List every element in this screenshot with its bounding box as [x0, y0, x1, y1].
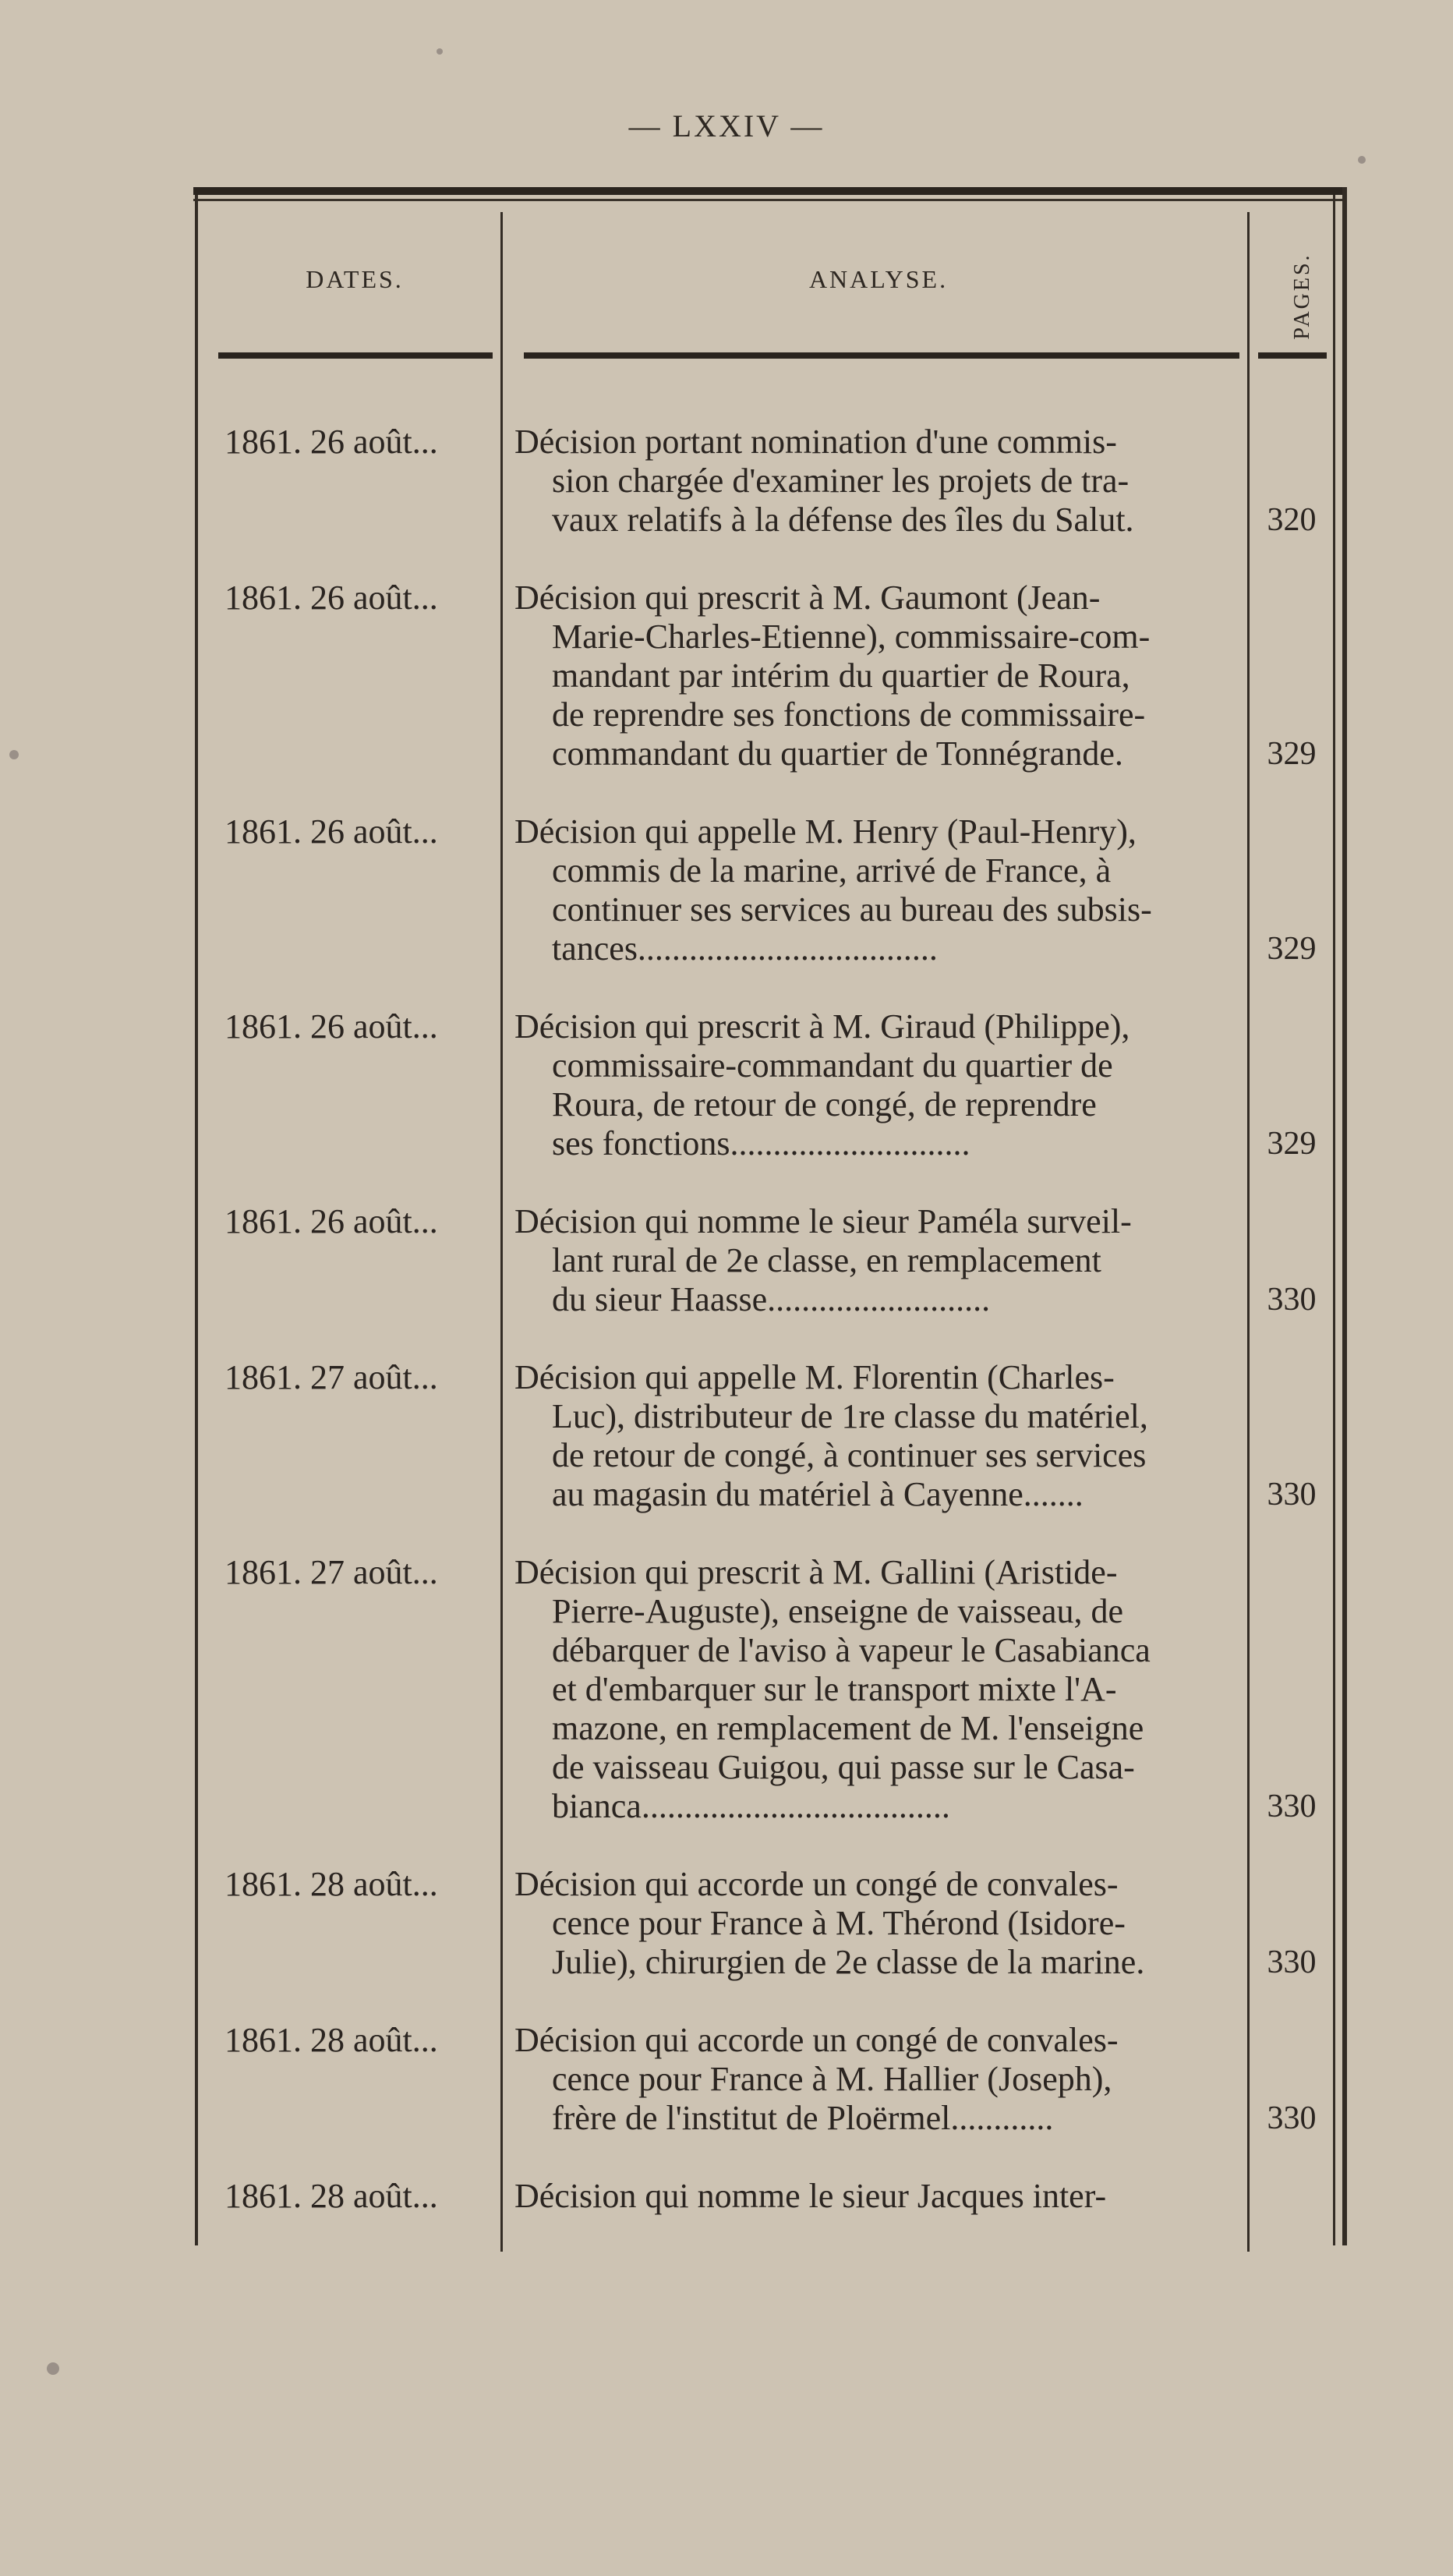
entry-analyse-line: Décision qui accorde un congé de convales- — [514, 2021, 1119, 2059]
entry-analyse-line: de retour de congé, à continuer ses services — [552, 1436, 1147, 1474]
entry-analyse-line: Décision qui appelle M. Florentin (Charles- — [514, 1358, 1115, 1396]
entry-analyse-line: cence pour France à M. Thérond (Isidore- — [552, 1904, 1126, 1942]
entry-analyse-line: et d'embarquer sur le transport mixte l'A- — [552, 1670, 1117, 1708]
entry-analyse — [514, 1358, 1247, 1514]
entry-page-number: 330 — [1267, 1944, 1317, 1980]
table-top-rule — [193, 187, 1347, 195]
entry-page-number: 320 — [1267, 502, 1317, 538]
column-header-dates: DATES. — [306, 265, 404, 293]
entry-analyse-line: de vaisseau Guigou, qui passe sur le Casa- — [552, 1748, 1135, 1786]
entry-date: 1861. 27 août... — [224, 1553, 438, 1591]
right-border-rule — [1342, 187, 1347, 2245]
entry-analyse-line: lant rural de 2e classe, en remplacement — [552, 1241, 1101, 1279]
entry-analyse — [514, 2177, 1247, 2216]
entry-analyse-line: ses fonctions............................ — [552, 1124, 970, 1162]
entry-analyse-line: commis de la marine, arrivé de France, à — [552, 851, 1112, 890]
entry-page-number: 330 — [1267, 2100, 1317, 2136]
entry-analyse-line: Décision qui nomme le sieur Jacques inter- — [514, 2177, 1107, 2215]
entry-analyse — [514, 1007, 1247, 1163]
analyse-header-underline — [524, 352, 1239, 359]
entry-analyse-line: débarquer de l'aviso à vapeur le Casabianca — [552, 1631, 1151, 1669]
entry-page-number: 329 — [1267, 1126, 1317, 1162]
entry-analyse-line: Marie-Charles-Etienne), commissaire-com- — [552, 617, 1151, 656]
entry-analyse-line: Julie), chirurgien de 2e classe de la marine. — [552, 1943, 1145, 1981]
entry-page-number: 329 — [1267, 736, 1317, 772]
entry-date: 1861. 27 août... — [224, 1358, 438, 1396]
entry-analyse-line: sion chargée d'examiner les projets de tra- — [552, 462, 1130, 500]
column-header-pages — [1277, 253, 1328, 340]
entry-analyse-line: commissaire-commandant du quartier de — [552, 1046, 1113, 1085]
entry-analyse-line: de reprendre ses fonctions de commissaire- — [552, 695, 1146, 734]
entry-analyse-line: Décision qui nomme le sieur Paméla surveil- — [514, 1202, 1132, 1240]
dates-column-rule — [500, 212, 503, 2252]
entry-analyse-line: Décision qui prescrit à M. Giraud (Philippe), — [514, 1007, 1130, 1046]
pages-column-rule-inner — [1333, 195, 1335, 2245]
entry-analyse-line: tances................................... — [552, 929, 938, 968]
paper-speck — [47, 2362, 59, 2375]
entry-analyse-line: vaux relatifs à la défense des îles du Salut. — [552, 501, 1134, 539]
entry-date: 1861. 26 août... — [224, 812, 438, 851]
entry-date: 1861. 26 août... — [224, 423, 438, 461]
entry-page-number: 330 — [1267, 1477, 1317, 1513]
entry-analyse — [514, 423, 1247, 540]
entry-date: 1861. 28 août... — [224, 2177, 438, 2215]
entry-date: 1861. 26 août... — [224, 1007, 438, 1046]
left-border-rule — [195, 195, 198, 2245]
paper-speck — [437, 48, 443, 55]
entry-analyse-line: continuer ses services au bureau des subsis- — [552, 890, 1152, 929]
entry-analyse — [514, 1865, 1247, 1982]
entry-analyse-line: au magasin du matériel à Cayenne....... — [552, 1475, 1084, 1513]
entry-analyse-line: bianca.................................... — [552, 1787, 950, 1825]
table-top-thin-rule — [193, 199, 1347, 201]
entry-analyse-line: Décision qui appelle M. Henry (Paul-Henry), — [514, 812, 1137, 851]
entry-analyse — [514, 812, 1247, 968]
entry-analyse-line: Décision qui prescrit à M. Gallini (Aristide- — [514, 1553, 1118, 1591]
entry-date: 1861. 28 août... — [224, 1865, 438, 1903]
entry-analyse-line: frère de l'institut de Ploërmel............ — [552, 2099, 1054, 2137]
entry-analyse-line: mandant par intérim du quartier de Roura, — [552, 656, 1130, 695]
entry-analyse-line: Pierre-Auguste), enseigne de vaisseau, de — [552, 1592, 1124, 1630]
entry-analyse — [514, 1553, 1247, 1826]
column-header-pages-label: PAGES. — [1290, 253, 1314, 340]
entry-analyse-line: Décision qui accorde un congé de convales- — [514, 1865, 1119, 1903]
entry-analyse-line: cence pour France à M. Hallier (Joseph), — [552, 2060, 1112, 2098]
dates-header-underline — [218, 352, 493, 359]
paper-speck — [9, 750, 19, 759]
analyse-column-rule — [1247, 212, 1250, 2252]
entry-date: 1861. 26 août... — [224, 579, 438, 617]
entry-analyse — [514, 1202, 1247, 1319]
entry-analyse-line: mazone, en remplacement de M. l'enseigne — [552, 1709, 1144, 1747]
page-header: — LXXIV — — [628, 108, 825, 143]
entry-analyse-line: Décision qui prescrit à M. Gaumont (Jean- — [514, 579, 1101, 617]
entry-analyse-line: commandant du quartier de Tonnégrande. — [552, 734, 1123, 773]
entry-analyse-line: Roura, de retour de congé, de reprendre — [552, 1085, 1097, 1123]
entry-page-number: 330 — [1267, 1789, 1317, 1824]
entry-date: 1861. 28 août... — [224, 2021, 438, 2059]
entry-date: 1861. 26 août... — [224, 1202, 438, 1240]
entry-analyse — [514, 2021, 1247, 2138]
column-header-analyse: ANALYSE. — [808, 265, 949, 293]
entry-page-number: 330 — [1267, 1282, 1317, 1318]
paper-speck — [1358, 156, 1366, 164]
entry-analyse-line: Luc), distributeur de 1re classe du matériel, — [552, 1397, 1148, 1435]
entry-page-number: 329 — [1267, 931, 1317, 967]
entry-analyse-line: du sieur Haasse.......................... — [552, 1280, 991, 1318]
pages-header-underline — [1258, 352, 1327, 359]
entry-analyse — [514, 579, 1247, 773]
entry-analyse-line: Décision portant nomination d'une commis- — [514, 423, 1117, 461]
